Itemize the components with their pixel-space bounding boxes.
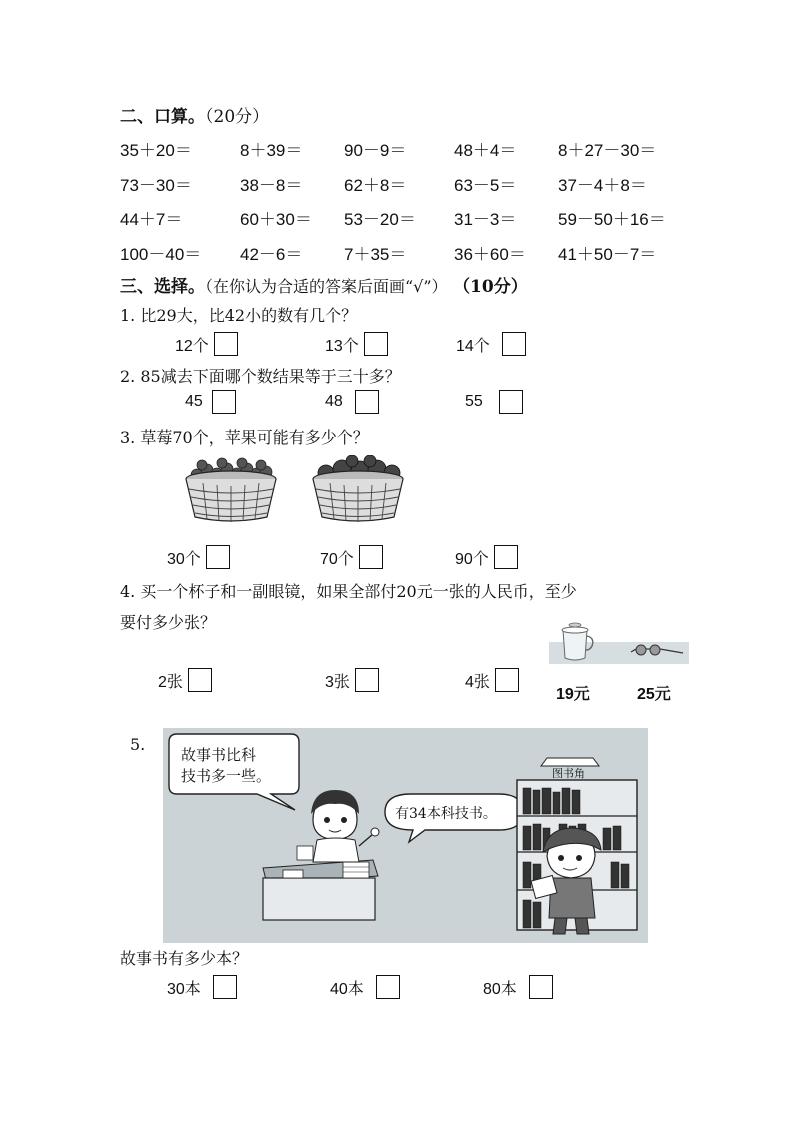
option-label: 4张 (465, 673, 490, 691)
math-item: 41＋50－7＝ (558, 245, 657, 264)
math-item: 60＋30＝ (240, 210, 312, 229)
option-label: 40本 (330, 980, 364, 998)
section3-title: 三、选择。 (120, 277, 205, 297)
math-item: 44＋7＝ (120, 210, 183, 229)
option-label: 12个 (175, 337, 209, 355)
answer-checkbox[interactable] (495, 668, 519, 692)
math-item: 73－30＝ (120, 176, 192, 195)
math-item: 53－20＝ (344, 210, 416, 229)
q1-option-b[interactable] (325, 332, 388, 356)
q5-question: 故事书有多少本？ (120, 949, 249, 968)
option-label: 14个 (456, 337, 490, 355)
answer-checkbox[interactable] (502, 332, 526, 356)
answer-checkbox[interactable] (188, 668, 212, 692)
section3-note: （在你认为合适的答案后面画“√”） (205, 277, 448, 296)
bubble1-line1: 故事书比科 (181, 746, 257, 764)
apple-basket-image (310, 455, 406, 525)
answer-checkbox[interactable] (359, 545, 383, 569)
q5-option-c[interactable] (483, 975, 553, 999)
section2-title: 二、口算。 (120, 107, 205, 127)
section3-score: （10分） (461, 277, 528, 297)
option-label: 90个 (455, 550, 489, 568)
math-item: 7＋35＝ (344, 245, 407, 264)
answer-checkbox[interactable] (494, 545, 518, 569)
q3-text: 3. 草莓70个，苹果可能有多少个？ (120, 428, 369, 447)
answer-checkbox[interactable] (529, 975, 553, 999)
section2-heading (120, 102, 269, 127)
q1-option-a[interactable] (175, 332, 238, 356)
q4-option-b[interactable] (325, 668, 379, 692)
section3-heading (120, 272, 528, 297)
section2-score: （20分） (205, 107, 270, 127)
q3-option-c[interactable] (455, 545, 518, 569)
answer-checkbox[interactable] (499, 390, 523, 414)
answer-checkbox[interactable] (364, 332, 388, 356)
math-item: 42－6＝ (240, 245, 303, 264)
library-scene-illustration (163, 728, 648, 943)
answer-checkbox[interactable] (214, 332, 238, 356)
math-item: 100－40＝ (120, 245, 202, 264)
q2-option-c[interactable] (465, 390, 523, 414)
q4-option-c[interactable] (465, 668, 519, 692)
q2-option-b[interactable] (325, 390, 379, 414)
answer-checkbox[interactable] (376, 975, 400, 999)
answer-checkbox[interactable] (206, 545, 230, 569)
option-label: 30本 (167, 980, 201, 998)
answer-checkbox[interactable] (355, 668, 379, 692)
cup-price: 19元 (556, 686, 590, 703)
q4-text-line1: 4. 买一个杯子和一副眼镜，如果全部付20元一张的人民币，至少 (120, 582, 577, 601)
glasses-price: 25元 (637, 686, 671, 703)
option-label: 70个 (320, 550, 354, 568)
option-label: 30个 (167, 550, 201, 568)
math-item: 8＋27－30＝ (558, 141, 657, 160)
q5-number: 5. (130, 735, 146, 754)
math-item: 31－3＝ (454, 210, 517, 229)
option-label: 80本 (483, 980, 517, 998)
math-item: 8＋39＝ (240, 141, 303, 160)
option-label: 55 (465, 393, 483, 410)
shelf-label: 图书角 (552, 767, 585, 780)
q1-text: 1. 比29大，比42小的数有几个？ (120, 306, 358, 325)
math-item: 48＋4＝ (454, 141, 517, 160)
math-item: 38－8＝ (240, 176, 303, 195)
q2-text: 2. 85减去下面哪个数结果等于三十多？ (120, 367, 401, 386)
option-label: 3张 (325, 673, 350, 691)
answer-checkbox[interactable] (355, 390, 379, 414)
q1-option-c[interactable] (456, 332, 526, 356)
option-label: 13个 (325, 337, 359, 355)
q3-option-b[interactable] (320, 545, 383, 569)
math-item: 37－4＋8＝ (558, 176, 647, 195)
q3-option-a[interactable] (167, 545, 230, 569)
option-label: 45 (185, 393, 203, 410)
cup-and-glasses-image (549, 620, 689, 664)
bubble2-text: 有34本科技书。 (395, 806, 497, 822)
math-item: 35＋20＝ (120, 141, 192, 160)
strawberry-basket-image (183, 455, 279, 525)
q4-option-a[interactable] (158, 668, 212, 692)
bubble1-line2: 技书多一些。 (181, 767, 272, 785)
math-item: 63－5＝ (454, 176, 517, 195)
answer-checkbox[interactable] (213, 975, 237, 999)
q5-option-b[interactable] (330, 975, 400, 999)
math-item: 36＋60＝ (454, 245, 526, 264)
q5-option-a[interactable] (167, 975, 237, 999)
q2-option-a[interactable] (185, 390, 236, 414)
answer-checkbox[interactable] (212, 390, 236, 414)
q4-text-line2: 要付多少张？ (120, 613, 217, 632)
math-item: 59－50＋16＝ (558, 210, 666, 229)
math-item: 90－9＝ (344, 141, 407, 160)
option-label: 2张 (158, 673, 183, 691)
option-label: 48 (325, 393, 343, 410)
math-item: 62＋8＝ (344, 176, 407, 195)
